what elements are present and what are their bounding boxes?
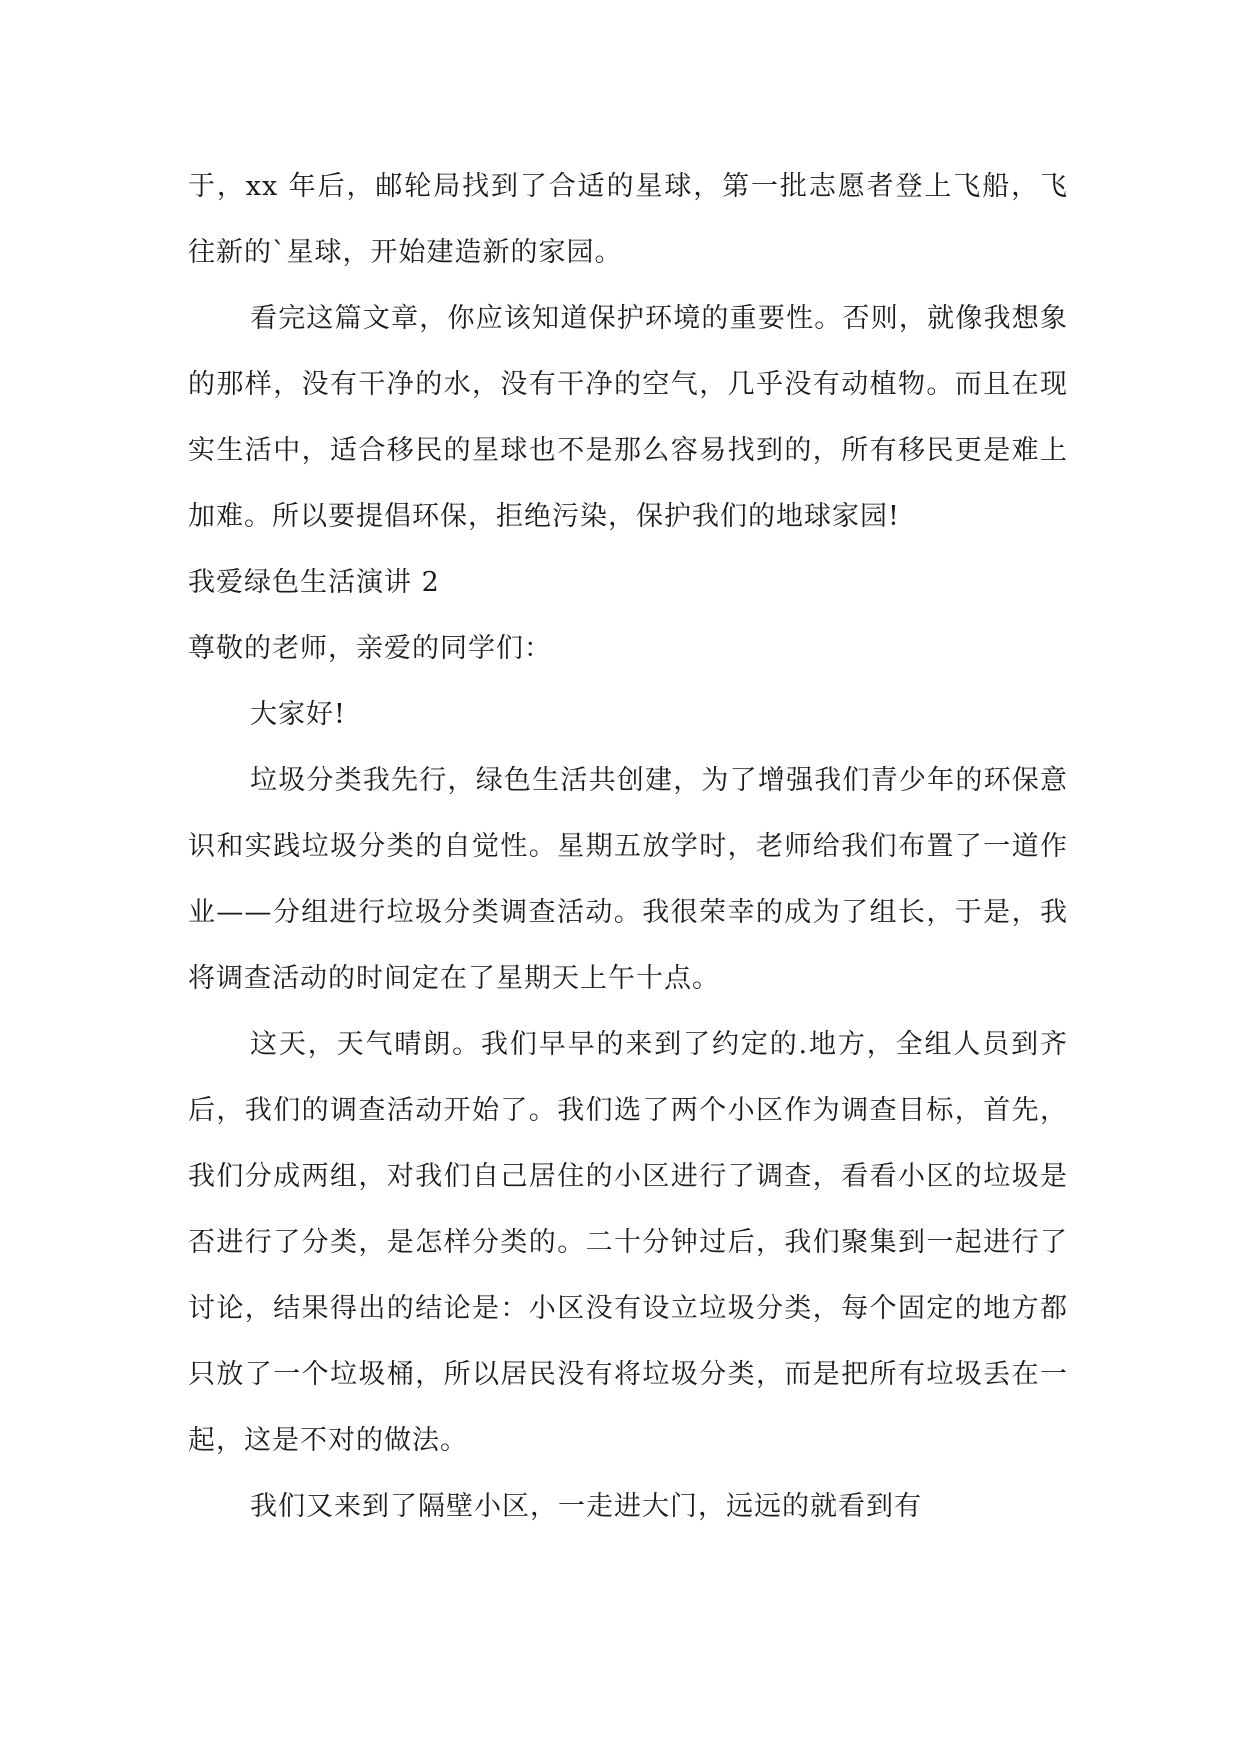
document-body [188, 154, 1068, 1540]
section-heading: 我爱绿色生活演讲 2 [188, 567, 440, 598]
paragraph-environment-conclusion: 看完这篇文章，你应该知道保护环境的重要性。否则，就像我想象的那样，没有干净的水，没有干净的空气，几乎没有动植物。而且在现实生活中，适合移民的星球也不是那么容易找到的，所有移民更是难上加难。所以要提倡环保，拒绝污染，保护我们的地球家园! [188, 303, 1068, 532]
paragraph-next-community: 我们又来到了隔壁小区，一走进大门，远远的就看到有 [250, 1491, 922, 1522]
salutation: 尊敬的老师，亲爱的同学们： [188, 633, 552, 664]
greeting: 大家好! [250, 699, 346, 730]
paragraph-continuation: 于，xx 年后，邮轮局找到了合适的星球，第一批志愿者登上飞船，飞往新的`星球，开始建造新的家园。 [188, 171, 1068, 268]
paragraph-assignment: 垃圾分类我先行，绿色生活共创建，为了增强我们青少年的环保意识和实践垃圾分类的自觉性。星期五放学时，老师给我们布置了一道作业——分组进行垃圾分类调查活动。我很荣幸的成为了组长，于是，我将调查活动的时间定在了星期天上午十点。 [188, 765, 1068, 994]
paragraph-survey: 这天，天气晴朗。我们早早的来到了约定的.地方，全组人员到齐后，我们的调查活动开始了。我们选了两个小区作为调查目标，首先，我们分成两组，对我们自己居住的小区进行了调查，看看小区的垃圾是否进行了分类，是怎样分类的。二十分钟过后，我们聚集到一起进行了讨论，结果得出的结论是：小区没有设立垃圾分类，每个固定的地方都只放了一个垃圾桶，所以居民没有将垃圾分类，而是把所有垃圾丢在一起，这是不对的做法。 [188, 1029, 1068, 1456]
